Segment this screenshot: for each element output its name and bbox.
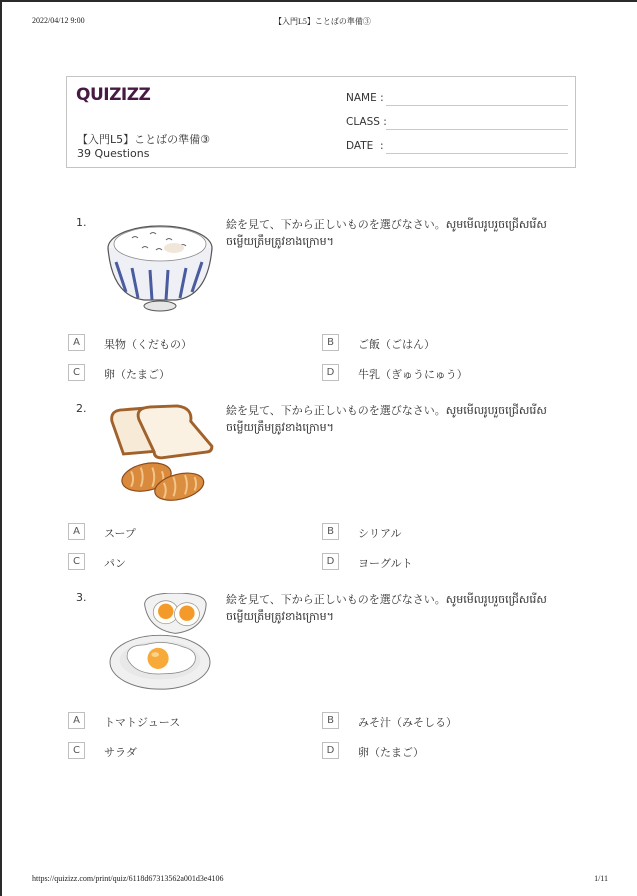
question-number: 1. <box>76 216 87 229</box>
option-letter: C <box>68 553 85 570</box>
option-text: 卵（たまご） <box>104 368 170 381</box>
rice-bowl-image <box>104 218 216 318</box>
option-text: みそ汁（みそしる） <box>358 716 457 729</box>
option-letter: C <box>68 742 85 759</box>
question-2 <box>66 402 576 572</box>
option-text: ヨーグルト <box>358 557 413 570</box>
question-text: 絵を見て、下から正しいものを選びなさい。សូមមើលរូបរួចជ្រើសរើសចម្លើយត្រឹមត្រូវខាងក្រោម។ <box>226 218 547 248</box>
option-letter: D <box>322 364 339 381</box>
class-line <box>386 129 568 130</box>
date-field[interactable] <box>346 140 568 156</box>
bread-image <box>104 404 216 504</box>
option-letter: D <box>322 553 339 570</box>
option-text: ご飯（ごはん） <box>358 338 435 351</box>
name-field[interactable] <box>346 92 568 108</box>
class-field[interactable] <box>346 116 568 132</box>
class-label: CLASS : <box>346 116 387 128</box>
question-1 <box>66 216 576 381</box>
print-header <box>2 16 637 30</box>
option-letter: A <box>68 334 85 351</box>
question-number: 2. <box>76 402 87 415</box>
option-letter: A <box>68 712 85 729</box>
print-footer <box>2 874 637 888</box>
option-letter: A <box>68 523 85 540</box>
option-letter: D <box>322 742 339 759</box>
question-number: 3. <box>76 591 87 604</box>
option-letter: C <box>68 364 85 381</box>
question-text: 絵を見て、下から正しいものを選びなさい。សូមមើលរូបរួចជ្រើសរើសចម្លើយត្រឹមត្រូវខាងក្រោម។ <box>226 593 547 623</box>
print-datetime: 2022/04/12 9:00 <box>32 16 85 25</box>
option-letter: B <box>322 712 339 729</box>
option-text: パン <box>104 557 126 570</box>
page-number: 1/11 <box>594 874 608 883</box>
option-text: トマトジュース <box>104 716 181 729</box>
date-label: DATE : <box>346 140 384 152</box>
option-text: シリアル <box>358 527 402 540</box>
date-line <box>386 153 568 154</box>
print-url: https://quizizz.com/print/quiz/6118d67313562a001d3e4106 <box>32 874 224 883</box>
option-text: 牛乳（ぎゅうにゅう） <box>358 368 468 381</box>
question-text: 絵を見て、下から正しいものを選びなさい。សូមមើលរូបរួចជ្រើសរើសចម្លើយត្រឹមត្រូវខាងក្រោម។ <box>226 404 547 434</box>
question-count: 39 Questions <box>77 147 150 160</box>
print-title: 【入門L5】ことばの準備③ <box>274 17 371 26</box>
quizizz-logo: QUIZIZZ <box>76 85 151 105</box>
quiz-info-box <box>66 76 576 168</box>
option-text: 果物（くだもの） <box>104 338 192 351</box>
option-text: サラダ <box>104 746 137 759</box>
question-3 <box>66 591 576 761</box>
name-line <box>386 105 568 106</box>
option-letter: B <box>322 523 339 540</box>
option-text: 卵（たまご） <box>358 746 424 759</box>
option-letter: B <box>322 334 339 351</box>
eggs-image <box>104 593 216 693</box>
name-label: NAME : <box>346 92 384 104</box>
quiz-title: 【入門L5】ことばの準備③ <box>77 133 210 146</box>
option-text: スープ <box>104 527 136 540</box>
